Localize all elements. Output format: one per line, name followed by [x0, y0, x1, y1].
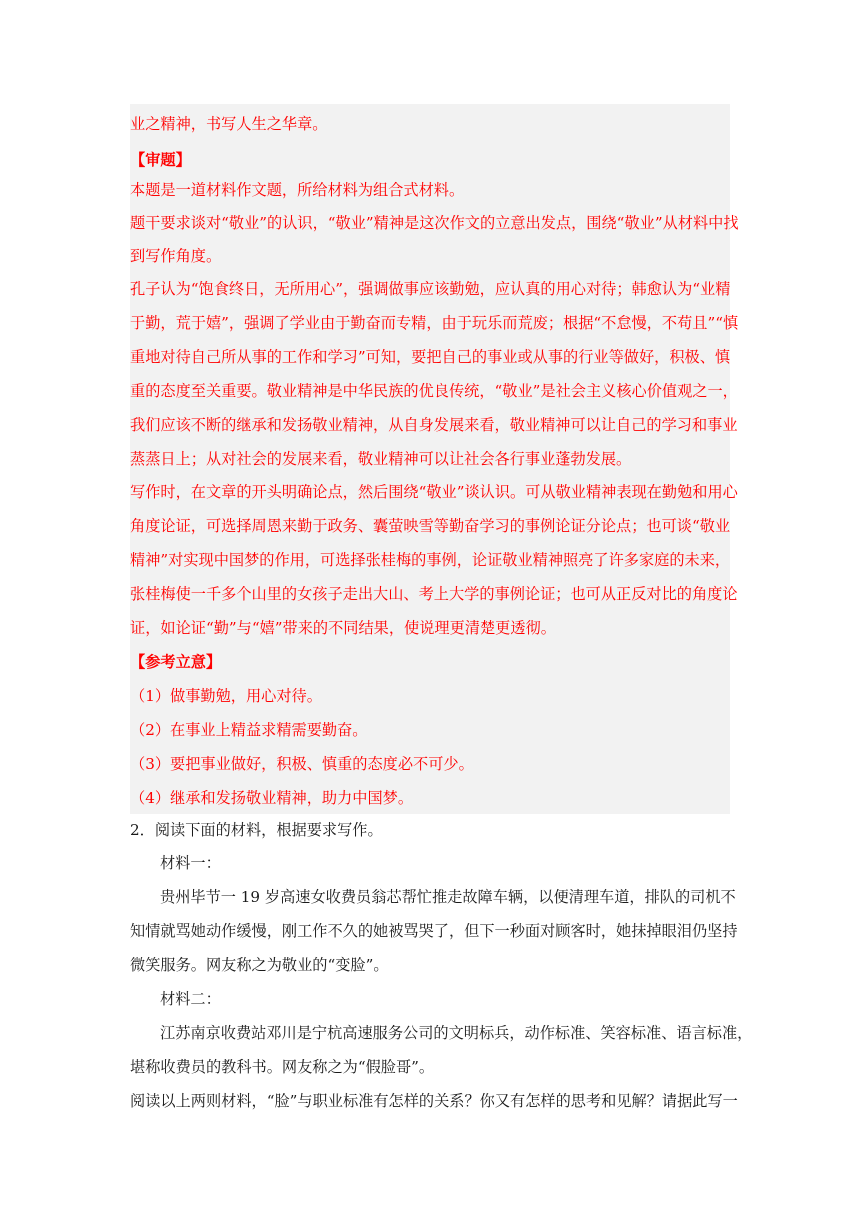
- material1-line: 微笑服务。网友称之为敬业的“变脸”。: [130, 956, 389, 974]
- shenti-line: 题干要求谈对“敬业”的认识，“敬业”精神是这次作文的立意出发点，围绕“敬业”从材料中找: [130, 214, 739, 232]
- shenti-line: 重的态度至关重要。敬业精神是中华民族的优良传统，“敬业”是社会主义核心价值观之一，: [130, 382, 738, 400]
- section-heading-lisi: 【参考立意】: [130, 653, 222, 671]
- question-prompt: 阅读以上两则材料，“脸”与职业标准有怎样的关系？你又有怎样的思考和见解？请据此写一: [130, 1092, 738, 1110]
- lisi-item: （4）继承和发扬敬业精神，助力中国梦。: [130, 789, 414, 807]
- shenti-line: 蒸蒸日上；从对社会的发展来看，敬业精神可以让社会各行事业蓬勃发展。: [130, 450, 632, 468]
- shenti-line: 于勤，荒于嬉”，强调了学业由于勤奋而专精，由于玩乐而荒废；根据“不怠慢，不苟且”“慎: [130, 314, 739, 332]
- material1-line: 贵州毕节一 19 岁高速女收费员翁芯帮忙推走故障车辆，以便清理车道，排队的司机不: [160, 888, 736, 906]
- material2-label: 材料二：: [160, 990, 221, 1008]
- shenti-line: 我们应该不断的继承和发扬敬业精神，从自身发展来看，敬业精神可以让自己的学习和事业: [130, 416, 738, 434]
- shenti-line: 写作时，在文章的开头明确论点，然后围绕“敬业”谈认识。可从敬业精神表现在勤勉和用心: [130, 483, 738, 501]
- material1-label: 材料一：: [160, 854, 221, 872]
- material2-line: 江苏南京收费站邓川是宁杭高速服务公司的文明标兵，动作标准、笑容标准、语言标准，: [160, 1024, 753, 1042]
- material2-line: 堪称收费员的教科书。网友称之为“假脸哥”。: [130, 1058, 435, 1076]
- shenti-line: 到写作角度。: [130, 247, 222, 265]
- shenti-line: 重地对待自己所从事的工作和学习”可知，要把自己的事业或从事的行业等做好，积极、慎: [130, 348, 731, 366]
- shenti-line: 角度论证，可选择周恩来勤于政务、囊萤映雪等勤奋学习的事例论证分论点；也可谈“敬业: [130, 517, 731, 535]
- question-heading: 2．阅读下面的材料，根据要求写作。: [130, 821, 383, 839]
- shenti-line: 张桂梅使一千多个山里的女孩子走出大山、考上大学的事例论证；也可从正反对比的角度论: [130, 585, 738, 603]
- lisi-item: （1）做事勤勉，用心对待。: [130, 687, 322, 705]
- lisi-item: （3）要把事业做好，积极、慎重的态度必不可少。: [130, 755, 474, 773]
- shenti-line: 本题是一道材料作文题，所给材料为组合式材料。: [130, 181, 465, 199]
- section-heading-shenti: 【审题】: [130, 151, 191, 169]
- material1-line: 知情就骂她动作缓慢，刚工作不久的她被骂哭了，但下一秒面对顾客时，她抹掉眼泪仍坚持: [130, 922, 738, 940]
- shenti-line: 精神”对实现中国梦的作用，可选择张桂梅的事例，论证敬业精神照亮了许多家庭的未来，: [130, 551, 731, 569]
- shenti-line: 孔子认为“饱食终日，无所用心”，强调做事应该勤勉，应认真的用心对待；韩愈认为“业精: [130, 280, 731, 298]
- lisi-item: （2）在事业上精益求精需要勤奋。: [130, 721, 368, 739]
- answer-analysis-block: [130, 104, 739, 814]
- shenti-line: 证，如论证“勤”与“嬉”带来的不同结果，使说理更清楚更透彻。: [130, 619, 556, 637]
- answer-continuation: 业之精神，书写人生之华章。: [130, 115, 328, 133]
